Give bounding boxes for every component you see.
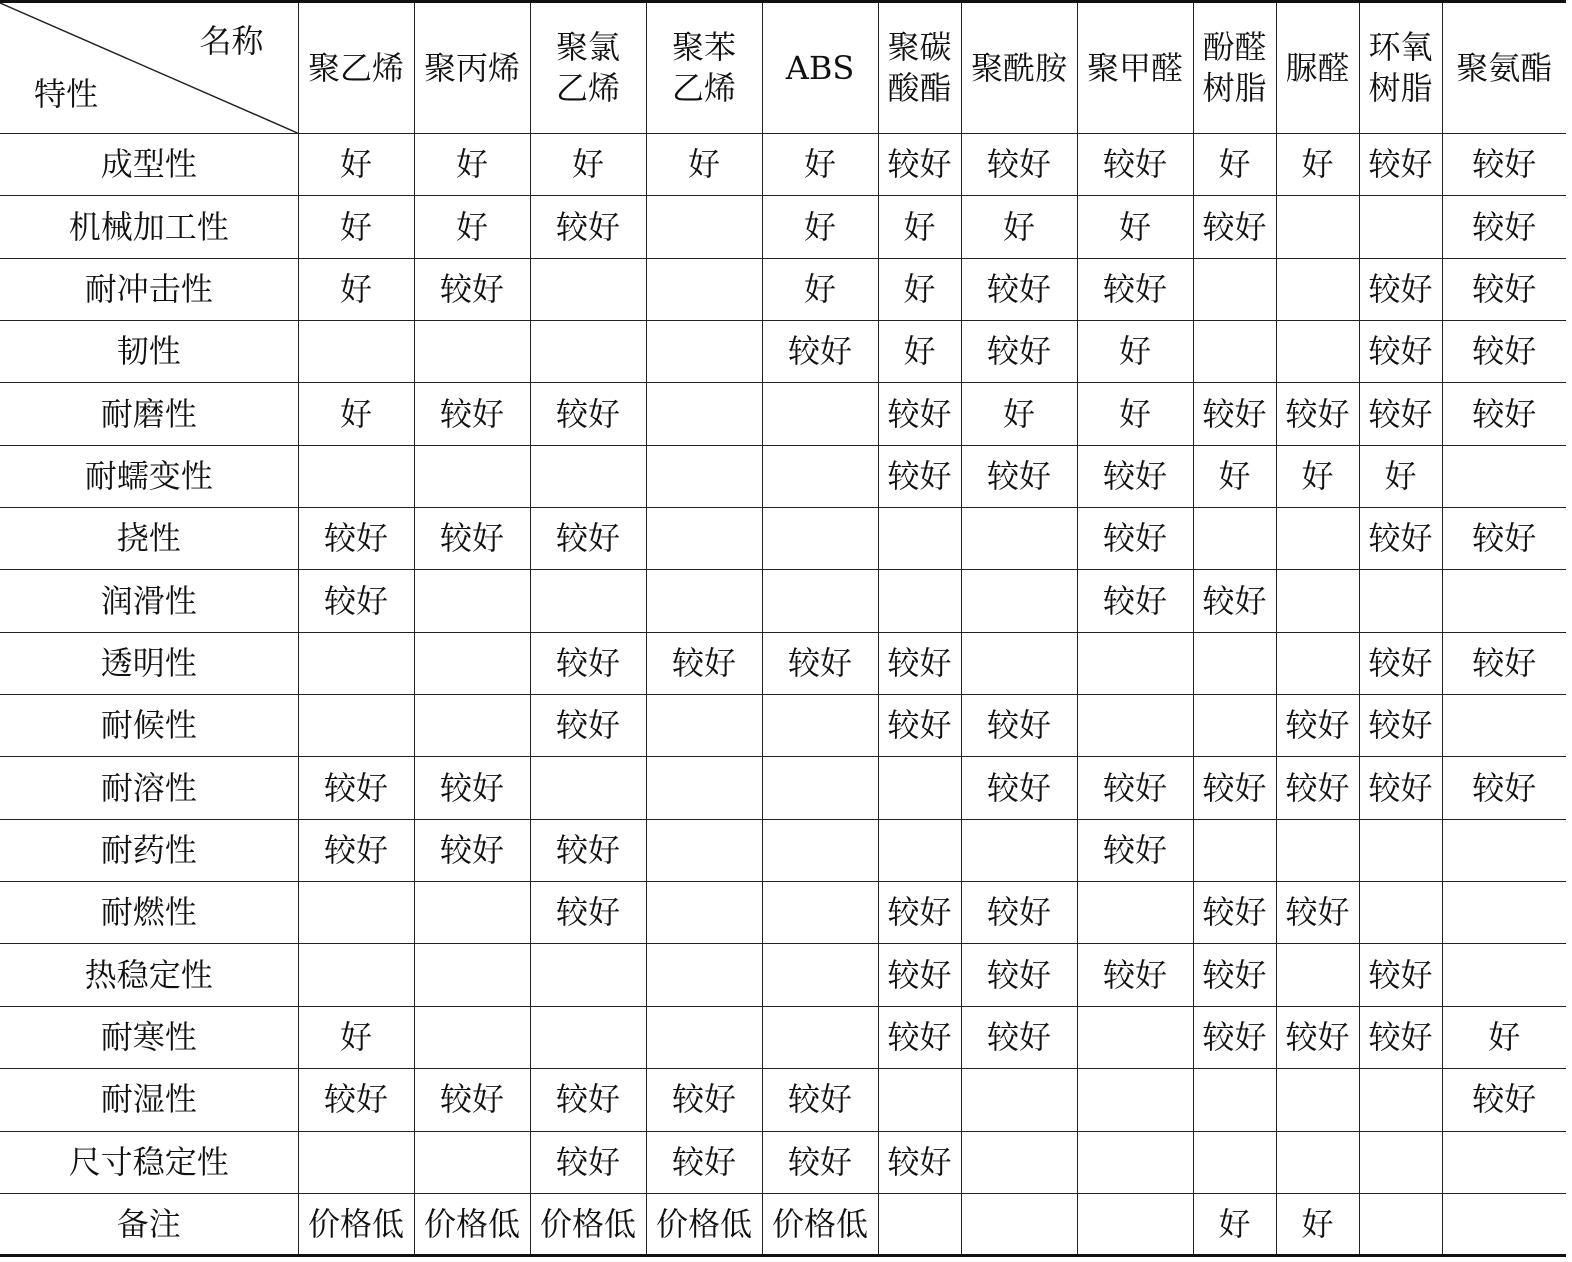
rating-cell: 较好	[878, 1006, 961, 1068]
corner-header-cell	[0, 2, 298, 134]
rating-cell: 较好	[878, 445, 961, 507]
rating-cell	[530, 570, 646, 632]
column-header-line: 脲醛	[1285, 48, 1350, 87]
rating-cell: 较好	[1276, 1006, 1359, 1068]
rating-cell: 较好	[961, 757, 1077, 819]
rating-cell: 较好	[961, 321, 1077, 383]
rating-cell: 好	[646, 134, 762, 196]
table-row	[0, 944, 1566, 1006]
column-header	[298, 2, 414, 134]
rating-cell	[961, 1193, 1077, 1255]
rating-cell: 较好	[414, 1069, 530, 1131]
rating-cell: 较好	[530, 695, 646, 757]
rating-cell	[646, 445, 762, 507]
rating-cell	[530, 944, 646, 1006]
rating-cell	[1442, 1131, 1566, 1193]
rating-cell	[1442, 695, 1566, 757]
rating-cell	[1193, 508, 1276, 570]
rating-cell	[1077, 632, 1193, 694]
rating-cell	[646, 383, 762, 445]
column-header-line: 聚甲醛	[1086, 48, 1183, 87]
rating-cell: 价格低	[530, 1193, 646, 1255]
rating-cell	[878, 1193, 961, 1255]
column-header-line: 聚丙烯	[423, 48, 520, 87]
rating-cell: 较好	[1442, 1069, 1566, 1131]
rating-cell: 较好	[530, 383, 646, 445]
rating-cell	[1276, 819, 1359, 881]
rating-cell	[1077, 695, 1193, 757]
property-label: 耐蠕变性	[0, 445, 298, 507]
column-header-line: 酚醛	[1202, 28, 1267, 67]
rating-cell: 较好	[414, 757, 530, 819]
rating-cell	[1193, 321, 1276, 383]
rating-cell	[414, 445, 530, 507]
rating-cell	[762, 445, 878, 507]
rating-cell: 较好	[1077, 944, 1193, 1006]
rating-cell	[414, 632, 530, 694]
rating-cell	[1442, 882, 1566, 944]
rating-cell: 较好	[530, 819, 646, 881]
rating-cell: 较好	[1359, 321, 1442, 383]
rating-cell: 较好	[1077, 445, 1193, 507]
rating-cell: 价格低	[762, 1193, 878, 1255]
column-header	[414, 2, 530, 134]
rating-cell: 好	[878, 258, 961, 320]
rating-cell	[1359, 819, 1442, 881]
rating-cell	[762, 882, 878, 944]
rating-cell: 较好	[530, 508, 646, 570]
rating-cell	[1276, 632, 1359, 694]
rating-cell	[646, 321, 762, 383]
rating-cell: 较好	[878, 383, 961, 445]
rating-cell: 较好	[1359, 695, 1442, 757]
rating-cell: 好	[1359, 445, 1442, 507]
rating-cell: 较好	[1077, 570, 1193, 632]
rating-cell: 较好	[1193, 1006, 1276, 1068]
rating-cell: 好	[414, 134, 530, 196]
rating-cell	[1442, 819, 1566, 881]
rating-cell	[1276, 570, 1359, 632]
rating-cell	[414, 944, 530, 1006]
rating-cell: 较好	[1359, 383, 1442, 445]
rating-cell: 较好	[530, 882, 646, 944]
property-label: 韧性	[0, 321, 298, 383]
table-row	[0, 445, 1566, 507]
rating-cell: 较好	[1276, 383, 1359, 445]
rating-cell: 好	[298, 258, 414, 320]
rating-cell: 较好	[1359, 944, 1442, 1006]
rating-cell: 好	[762, 258, 878, 320]
property-label: 耐候性	[0, 695, 298, 757]
rating-cell: 较好	[1077, 819, 1193, 881]
corner-property-label: 特性	[34, 75, 99, 114]
rating-cell: 较好	[762, 1069, 878, 1131]
column-header	[878, 2, 961, 134]
rating-cell: 较好	[1442, 258, 1566, 320]
rating-cell	[762, 508, 878, 570]
rating-cell: 好	[1442, 1006, 1566, 1068]
column-header	[1442, 2, 1566, 134]
rating-cell	[530, 321, 646, 383]
rating-cell	[646, 196, 762, 258]
property-label: 耐溶性	[0, 757, 298, 819]
rating-cell	[646, 819, 762, 881]
rating-cell: 较好	[1193, 196, 1276, 258]
rating-cell	[1193, 258, 1276, 320]
rating-cell: 好	[961, 383, 1077, 445]
rating-cell: 价格低	[414, 1193, 530, 1255]
rating-cell	[530, 445, 646, 507]
rating-cell	[1193, 1131, 1276, 1193]
rating-cell	[1276, 196, 1359, 258]
rating-cell	[530, 757, 646, 819]
column-header-line: 聚乙烯	[307, 48, 404, 87]
rating-cell: 较好	[1359, 258, 1442, 320]
rating-cell: 好	[298, 134, 414, 196]
rating-cell: 较好	[298, 819, 414, 881]
rating-cell: 较好	[961, 445, 1077, 507]
rating-cell: 较好	[1359, 632, 1442, 694]
rating-cell	[298, 1131, 414, 1193]
rating-cell: 较好	[961, 134, 1077, 196]
property-label: 耐燃性	[0, 882, 298, 944]
rating-cell: 好	[1077, 383, 1193, 445]
rating-cell: 好	[530, 134, 646, 196]
table-row	[0, 508, 1566, 570]
property-label: 尺寸稳定性	[0, 1131, 298, 1193]
table-row	[0, 1193, 1566, 1255]
rating-cell	[1276, 1131, 1359, 1193]
rating-cell	[298, 882, 414, 944]
rating-cell	[762, 944, 878, 1006]
property-label: 耐药性	[0, 819, 298, 881]
rating-cell	[1359, 1131, 1442, 1193]
rating-cell: 较好	[1442, 321, 1566, 383]
property-label: 备注	[0, 1193, 298, 1255]
rating-cell	[1442, 445, 1566, 507]
table-row	[0, 570, 1566, 632]
rating-cell	[1276, 508, 1359, 570]
rating-cell	[298, 944, 414, 1006]
rating-cell	[646, 570, 762, 632]
rating-cell: 较好	[878, 882, 961, 944]
rating-cell	[1276, 1069, 1359, 1131]
table-row	[0, 819, 1566, 881]
rating-cell	[1442, 1193, 1566, 1255]
rating-cell	[1442, 944, 1566, 1006]
rating-cell	[1442, 570, 1566, 632]
rating-cell	[646, 944, 762, 1006]
rating-cell	[961, 508, 1077, 570]
rating-cell	[1193, 1069, 1276, 1131]
column-header-line: 环氧	[1368, 28, 1433, 67]
column-header-line: ABS	[785, 48, 855, 87]
rating-cell: 较好	[298, 508, 414, 570]
rating-cell: 较好	[1442, 508, 1566, 570]
rating-cell	[298, 695, 414, 757]
rating-cell: 好	[1193, 445, 1276, 507]
rating-cell: 好	[878, 196, 961, 258]
rating-cell	[961, 570, 1077, 632]
table-row	[0, 321, 1566, 383]
rating-cell: 较好	[1442, 134, 1566, 196]
rating-cell: 较好	[1193, 757, 1276, 819]
rating-cell: 较好	[1077, 757, 1193, 819]
rating-cell: 较好	[1193, 570, 1276, 632]
rating-cell: 较好	[961, 1006, 1077, 1068]
rating-cell: 较好	[961, 944, 1077, 1006]
rating-cell: 较好	[878, 134, 961, 196]
table-row	[0, 134, 1566, 196]
rating-cell: 较好	[1193, 944, 1276, 1006]
rating-cell	[414, 882, 530, 944]
table-row	[0, 196, 1566, 258]
rating-cell	[961, 1131, 1077, 1193]
rating-cell: 较好	[530, 632, 646, 694]
rating-cell	[530, 1006, 646, 1068]
rating-cell: 好	[298, 1006, 414, 1068]
rating-cell: 较好	[1359, 508, 1442, 570]
rating-cell	[1276, 258, 1359, 320]
rating-cell: 较好	[1442, 196, 1566, 258]
rating-cell: 较好	[1359, 757, 1442, 819]
property-label: 透明性	[0, 632, 298, 694]
rating-cell: 较好	[530, 196, 646, 258]
rating-cell: 好	[961, 196, 1077, 258]
rating-cell: 较好	[878, 632, 961, 694]
rating-cell: 较好	[762, 632, 878, 694]
rating-cell: 较好	[762, 1131, 878, 1193]
rating-cell: 较好	[961, 258, 1077, 320]
table-row	[0, 632, 1566, 694]
rating-cell	[878, 508, 961, 570]
rating-cell: 较好	[878, 695, 961, 757]
rating-cell	[1193, 819, 1276, 881]
rating-cell	[1077, 1131, 1193, 1193]
rating-cell: 较好	[1442, 757, 1566, 819]
rating-cell	[1077, 1069, 1193, 1131]
property-label: 润滑性	[0, 570, 298, 632]
rating-cell	[1193, 632, 1276, 694]
rating-cell	[878, 570, 961, 632]
column-header	[1276, 2, 1359, 134]
rating-cell: 好	[414, 196, 530, 258]
rating-cell: 较好	[961, 695, 1077, 757]
column-header-line: 酸酯	[887, 69, 952, 107]
rating-cell: 较好	[414, 819, 530, 881]
rating-cell	[646, 757, 762, 819]
table-row	[0, 258, 1566, 320]
table-row	[0, 1006, 1566, 1068]
rating-cell	[298, 321, 414, 383]
rating-cell: 较好	[1077, 134, 1193, 196]
rating-cell: 较好	[1276, 695, 1359, 757]
rating-cell	[1276, 944, 1359, 1006]
rating-cell	[646, 258, 762, 320]
rating-cell	[762, 570, 878, 632]
rating-cell: 较好	[961, 882, 1077, 944]
rating-cell: 好	[762, 134, 878, 196]
property-label: 热稳定性	[0, 944, 298, 1006]
table-body	[0, 134, 1566, 1256]
rating-cell: 较好	[1442, 383, 1566, 445]
rating-cell: 好	[1193, 134, 1276, 196]
rating-cell: 较好	[1442, 632, 1566, 694]
column-header-line: 聚氨酯	[1456, 48, 1553, 87]
rating-cell	[646, 695, 762, 757]
column-header-line: 聚碳	[887, 28, 952, 67]
corner-name-label: 名称	[199, 22, 264, 60]
rating-cell: 较好	[646, 1131, 762, 1193]
rating-cell: 价格低	[298, 1193, 414, 1255]
property-label: 耐冲击性	[0, 258, 298, 320]
rating-cell	[762, 819, 878, 881]
rating-cell	[1077, 882, 1193, 944]
property-label: 挠性	[0, 508, 298, 570]
property-label: 耐湿性	[0, 1069, 298, 1131]
rating-cell	[1077, 1006, 1193, 1068]
rating-cell: 较好	[1193, 383, 1276, 445]
rating-cell	[961, 1069, 1077, 1131]
rating-cell: 好	[298, 196, 414, 258]
rating-cell: 好	[1276, 445, 1359, 507]
column-header	[961, 2, 1077, 134]
rating-cell: 较好	[414, 508, 530, 570]
table-row	[0, 882, 1566, 944]
rating-cell	[762, 1006, 878, 1068]
rating-cell	[1193, 695, 1276, 757]
rating-cell	[1359, 1069, 1442, 1131]
rating-cell	[414, 1131, 530, 1193]
column-header	[530, 2, 646, 134]
rating-cell: 好	[1077, 196, 1193, 258]
rating-cell: 较好	[1359, 134, 1442, 196]
column-header-line: 聚酰胺	[970, 48, 1067, 87]
property-label: 耐磨性	[0, 383, 298, 445]
rating-cell	[414, 1006, 530, 1068]
rating-cell	[646, 508, 762, 570]
rating-cell	[878, 819, 961, 881]
rating-cell: 好	[762, 196, 878, 258]
rating-cell: 较好	[298, 757, 414, 819]
rating-cell: 较好	[646, 632, 762, 694]
table-row	[0, 757, 1566, 819]
rating-cell: 较好	[1193, 882, 1276, 944]
table-row	[0, 383, 1566, 445]
column-header-line: 聚苯	[671, 28, 736, 67]
rating-cell	[1359, 882, 1442, 944]
rating-cell: 好	[878, 321, 961, 383]
rating-cell: 较好	[298, 1069, 414, 1131]
rating-cell: 较好	[878, 944, 961, 1006]
rating-cell: 较好	[646, 1069, 762, 1131]
rating-cell	[878, 1069, 961, 1131]
rating-cell: 较好	[298, 570, 414, 632]
rating-cell	[1359, 196, 1442, 258]
rating-cell	[762, 757, 878, 819]
column-header-line: 树脂	[1368, 69, 1433, 107]
column-header-line: 树脂	[1202, 69, 1267, 107]
rating-cell	[414, 570, 530, 632]
rating-cell: 好	[1276, 134, 1359, 196]
rating-cell	[1276, 321, 1359, 383]
column-header-line: 乙烯	[671, 69, 736, 107]
rating-cell: 较好	[1276, 882, 1359, 944]
rating-cell: 较好	[414, 258, 530, 320]
rating-cell: 较好	[1276, 757, 1359, 819]
property-label: 耐寒性	[0, 1006, 298, 1068]
rating-cell: 较好	[530, 1131, 646, 1193]
rating-cell: 较好	[762, 321, 878, 383]
rating-cell: 价格低	[646, 1193, 762, 1255]
column-header	[1193, 2, 1276, 134]
header-row	[0, 2, 1566, 134]
rating-cell: 好	[1077, 321, 1193, 383]
rating-cell: 较好	[414, 383, 530, 445]
rating-cell	[298, 445, 414, 507]
rating-cell	[414, 321, 530, 383]
rating-cell: 较好	[1077, 508, 1193, 570]
rating-cell	[961, 632, 1077, 694]
rating-cell: 较好	[530, 1069, 646, 1131]
rating-cell	[530, 258, 646, 320]
rating-cell	[961, 819, 1077, 881]
rating-cell	[414, 695, 530, 757]
rating-cell: 好	[1193, 1193, 1276, 1255]
column-header-line: 聚氯	[555, 28, 620, 67]
rating-cell: 较好	[1359, 1006, 1442, 1068]
rating-cell	[298, 632, 414, 694]
column-header	[762, 2, 878, 134]
column-header-line: 乙烯	[555, 69, 620, 107]
rating-cell: 较好	[878, 1131, 961, 1193]
table-row	[0, 1069, 1566, 1131]
table-row	[0, 695, 1566, 757]
rating-cell: 好	[1276, 1193, 1359, 1255]
rating-cell	[1077, 1193, 1193, 1255]
rating-cell	[762, 695, 878, 757]
property-label: 成型性	[0, 134, 298, 196]
column-header	[646, 2, 762, 134]
rating-cell	[1359, 570, 1442, 632]
table-row	[0, 1131, 1566, 1193]
property-label: 机械加工性	[0, 196, 298, 258]
column-header	[1359, 2, 1442, 134]
rating-cell	[878, 757, 961, 819]
rating-cell: 较好	[1077, 258, 1193, 320]
rating-cell	[646, 1006, 762, 1068]
rating-cell: 好	[298, 383, 414, 445]
column-header	[1077, 2, 1193, 134]
rating-cell	[762, 383, 878, 445]
rating-cell	[1359, 1193, 1442, 1255]
rating-cell	[646, 882, 762, 944]
